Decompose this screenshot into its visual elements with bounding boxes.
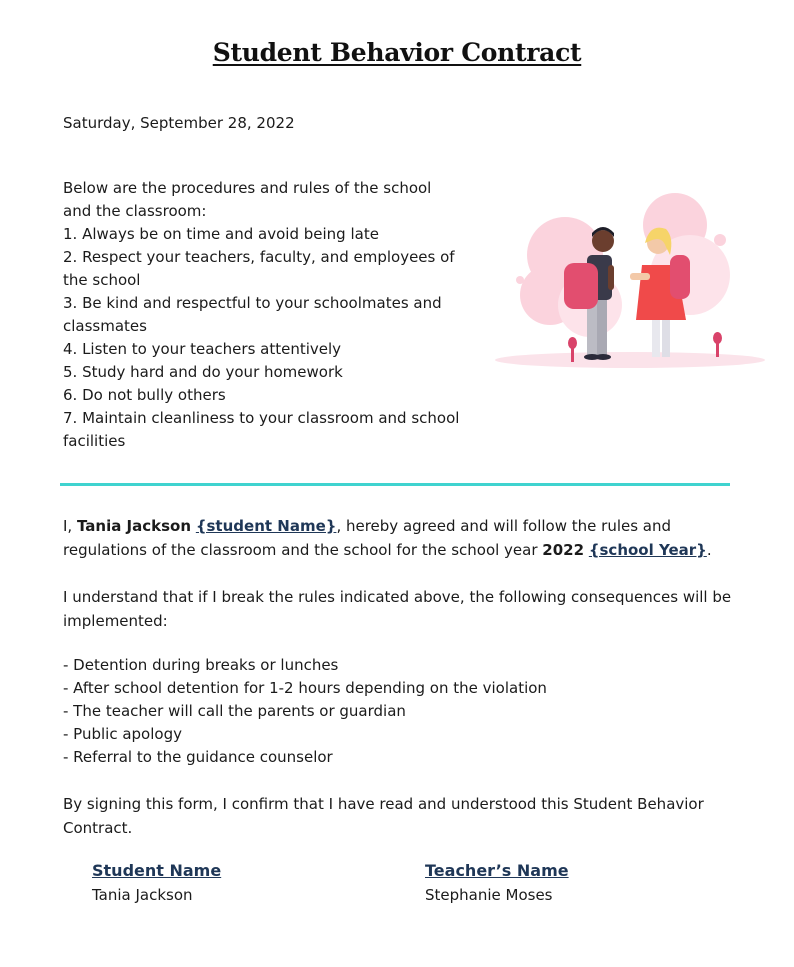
rule-item: 7. Maintain cleanliness to your classroom and school facilities <box>63 409 460 450</box>
consequence-item: - The teacher will call the parents or guardian <box>63 702 406 720</box>
teacher-name-value: Stephanie Moses <box>425 886 553 904</box>
school-year-placeholder: {school Year} <box>588 541 707 559</box>
rule-item: 4. Listen to your teachers attentively <box>63 340 342 358</box>
ground-shadow <box>495 352 765 368</box>
rule-item: 6. Do not bully others <box>63 386 226 404</box>
rule-item: 2. Respect your teachers, faculty, and employees of the school <box>63 248 455 289</box>
agreement-suffix: . <box>706 541 712 559</box>
rule-item: 3. Be kind and respectful to your schoolmates and classmates <box>63 294 442 335</box>
agreement-prefix: I, <box>63 517 77 535</box>
student-name-placeholder: {student Name} <box>195 517 337 535</box>
student-name-value: Tania Jackson <box>92 886 193 904</box>
student-signature-block <box>92 861 221 904</box>
confirmation-text: By signing this form, I confirm that I have read and understood this Student Behavior Contract. <box>63 795 704 837</box>
document-title: Student Behavior Contract <box>212 38 582 67</box>
consequence-item: - Referral to the guidance counselor <box>63 748 333 766</box>
rules-intro: Below are the procedures and rules of the school and the classroom: <box>63 179 432 220</box>
right-mic-icon <box>713 332 722 357</box>
section-divider <box>60 483 730 486</box>
consequence-item: - Public apology <box>63 725 182 743</box>
consequences-list <box>63 654 547 769</box>
rule-item: 5. Study hard and do your homework <box>63 363 343 381</box>
agreement-text: , hereby agreed and will follow the rules and regulations of the classroom and the school for the school year <box>63 517 672 559</box>
contract-date: Saturday, September 28, 2022 <box>63 114 295 132</box>
agreement-student-name: Tania Jackson <box>76 517 192 535</box>
teacher-name-label: Teacher’s Name <box>425 861 569 880</box>
student-name-label: Student Name <box>92 861 222 880</box>
consequences-intro: I understand that if I break the rules indicated above, the following consequences will be implemented: <box>63 588 732 630</box>
agreement-paragraph <box>63 514 743 562</box>
teacher-signature-block <box>425 861 569 904</box>
students-illustration <box>490 185 770 375</box>
rule-item: 1. Always be on time and avoid being late <box>63 225 379 243</box>
rules-section <box>63 177 463 453</box>
consequence-item: - Detention during breaks or lunches <box>63 656 339 674</box>
consequence-item: - After school detention for 1-2 hours depending on the violation <box>63 679 547 697</box>
agreement-year: 2022 <box>542 541 585 559</box>
